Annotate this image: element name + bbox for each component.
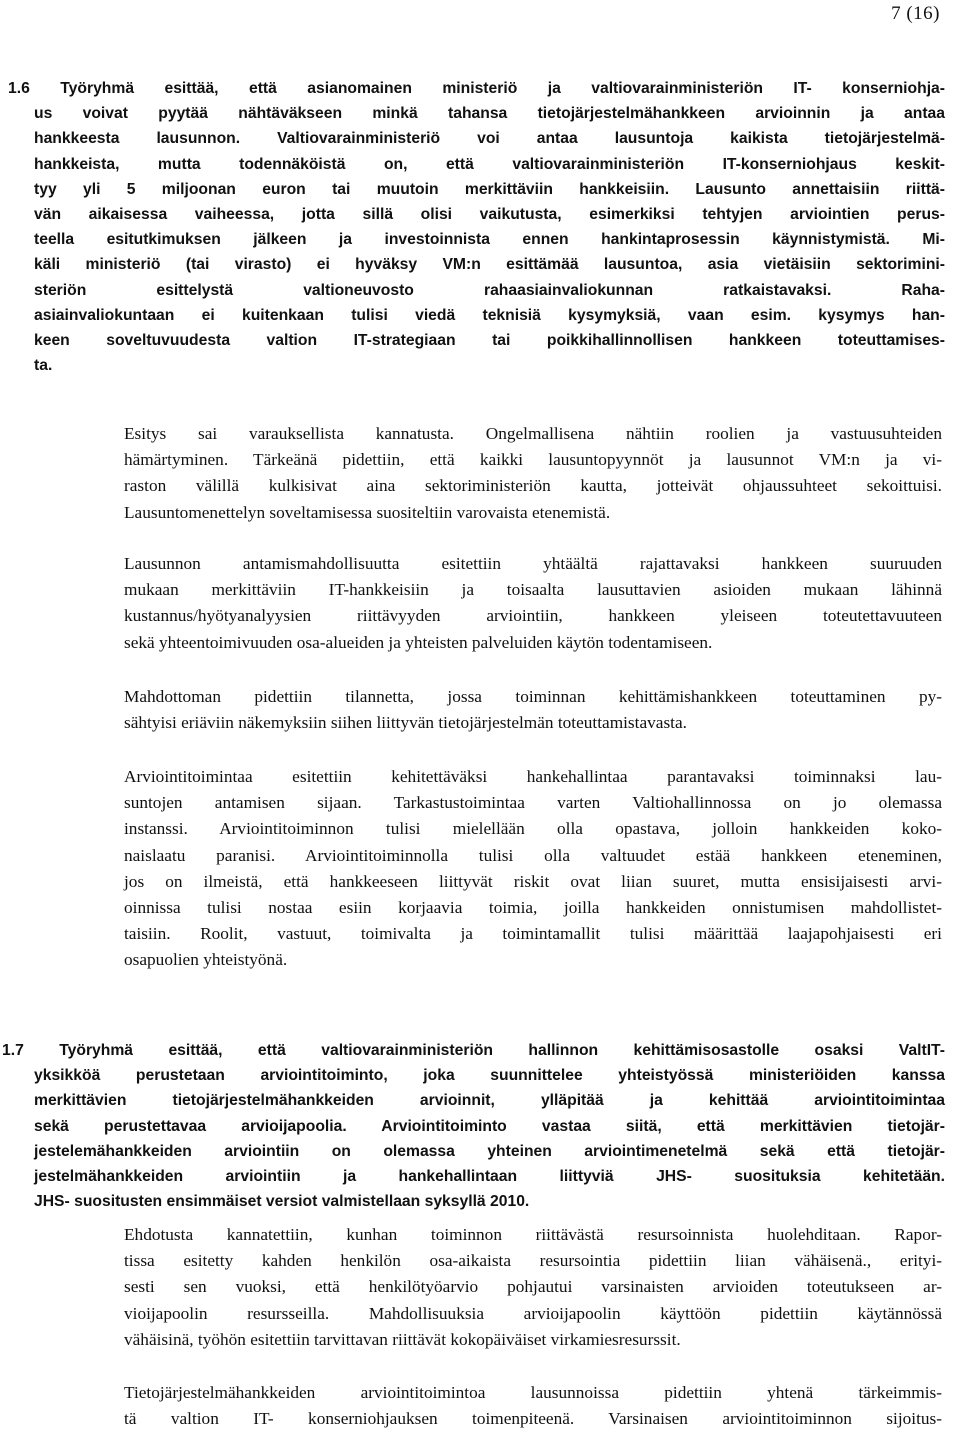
text-line: oinnissa tulisi nostaa esiin korjaavia toimia, joilla hankkeiden onnistumisen mahdollistet-	[124, 898, 942, 918]
text-line: Mahdottoman pidettiin tilannetta, jossa toiminnan kehittämishankkeen toteuttaminen py-	[124, 687, 942, 706]
text-line: keen soveltuvuudesta valtion IT-strategiaan tai poikkihallinnollisen hankkeen toteuttamises-	[34, 332, 945, 350]
comment-paragraph	[124, 421, 942, 526]
recommendation-1-6	[0, 76, 945, 378]
text-line: sähtyisi eriäviin näkemyksiin siihen liittyvän tietojärjestelmän toteuttamistavasta.	[124, 713, 687, 733]
recommendation-1-7	[0, 1038, 945, 1214]
page-number: 7 (16)	[891, 3, 940, 24]
text-line: steriön esittelystä valtioneuvosto rahaasiainvaliokunnan ratkaistavaksi. Raha-	[34, 281, 945, 299]
text-line: kustannus/hyötyanalyysien riittävyyden arviointiin, hankkeen yleiseen toteutettavuuteen	[124, 606, 942, 626]
text-line: Arviointitoimintaa esitettiin kehitettäväksi hankehallintaa parantavaksi toiminnaksi lau-	[124, 767, 942, 786]
text-line: us voivat pyytää nähtäväkseen minkä tahansa tietojärjestelmähankkeen arvioinnin ja antaa	[34, 105, 945, 123]
text-line: käli ministeriö (tai virasto) ei hyväksy VM:n esittämää lausuntoa, asia vietäisiin sektorimini-	[34, 256, 945, 274]
text-line: merkittävien tietojärjestelmähankkeiden arvioinnit, ylläpitää ja kehittää arviointitoimintaa	[34, 1092, 945, 1110]
comment-paragraph	[124, 684, 942, 736]
comment-paragraph	[124, 1222, 942, 1353]
text-line: hankkeesta lausunnon. Valtiovarainministeriö voi antaa lausuntoja kaikista tietojärjestelmä-	[34, 130, 945, 148]
text-line: mukaan merkittäviin IT-hankkeisiin ja toisaalta lausuttavien asioiden mukaan lähinnä	[124, 580, 942, 600]
text-line: Tietojärjestelmähankkeiden arviointitoimintoa lausunnoissa pidettiin yhtenä tärkeimmis-	[124, 1383, 942, 1402]
text-line: yksikköä perustetaan arviointitoiminto, joka suunnittelee yhteistyössä ministeriöiden kanssa	[34, 1067, 945, 1085]
comment-paragraph	[124, 764, 942, 974]
text-line: JHS- suositusten ensimmäiset versiot valmistellaan syksyllä 2010.	[34, 1193, 530, 1211]
text-line: Ehdotusta kannatettiin, kunhan toiminnon riittävästä resursoinnista huolehditaan. Rapor-	[124, 1225, 942, 1244]
text-line: jestelemähankkeiden arviointiin on olemassa yhteinen arviointimenetelmä sekä että tietojär-	[34, 1142, 945, 1160]
text-line: 1.7 Työryhmä esittää, että valtiovarainministeriön hallinnon kehittämisosastolle osaksi ValtIT-	[2, 1042, 945, 1059]
text-line: naislaatu paranisi. Arviointitoiminnolla tulisi olla valtuudet estää hankkeen eteneminen,	[124, 845, 942, 865]
text-line: vioijapoolin resursseilla. Mahdollisuuksia arvioijapoolin käyttöön pidettiin käytännössä	[124, 1303, 942, 1323]
text-line: jestelmähankkeiden arviointiin ja hankehallintaan liittyviä JHS- suosituksia kehitetään.	[34, 1168, 945, 1186]
text-line: instanssi. Arviointitoiminnon tulisi mielellään olla opastava, jolloin hankkeiden koko-	[124, 819, 942, 839]
text-line: ta.	[34, 357, 53, 375]
text-line: taisiin. Roolit, vastuut, toimivalta ja toimintamallit tulisi määrittää laajapohjaisesti eri	[124, 924, 942, 944]
text-line: Esitys sai varauksellista kannatusta. Ongelmallisena nähtiin roolien ja vastuusuhteiden	[124, 424, 942, 443]
text-line: 1.6 Työryhmä esittää, että asianomainen ministeriö ja valtiovarainministeriön IT- konserniohja-	[8, 80, 945, 97]
text-line: tissa esitetty kahden henkilön osa-aikaista resursointia pidettiin liian vähäisenä., erityi-	[124, 1251, 942, 1271]
text-line: vähäisinä, työhön esitettiin tarvittavan riittävät kokopäiväiset virkamiesresurssit.	[124, 1329, 681, 1349]
text-line: osapuolien yhteistyönä.	[124, 950, 288, 970]
text-line: teella esitutkimuksen jälkeen ja investoinnista ennen hankintaprosessin käynnistymistä. Mi-	[34, 231, 945, 249]
text-line: suntojen antamisen sijaan. Tarkastustoimintaa varten Valtiohallinnossa on jo olemassa	[124, 793, 942, 813]
text-line: tyy yli 5 miljoonan euron tai muutoin merkittäviin hankkeisiin. Lausunto annettaisiin riittä-	[34, 180, 945, 198]
text-line: Lausuntomenettelyn soveltamisessa suositeltiin varovaista etenemistä.	[124, 502, 611, 522]
text-line: sekä perustettavaa arvioijapoolia. Arviointitoiminto vastaa siitä, että merkittävien tietojär-	[34, 1117, 945, 1135]
comment-paragraph	[124, 551, 942, 656]
text-line: hankkeista, mutta todennäköistä on, että valtiovarainministeriön IT-konserniohjaus keskit-	[34, 155, 945, 173]
text-line: jos on ilmeistä, että hankkeeseen liittyvät riskit ovat liian suuret, mutta ensisijaisesti arvi-	[124, 871, 942, 891]
text-line: hämärtyminen. Tärkeänä pidettiin, että kaikki lausuntopyynnöt ja lausunnot VM:n ja vi-	[124, 450, 942, 470]
text-line: Lausunnon antamismahdollisuutta esitettiin yhtäältä rajattavaksi hankkeen suuruuden	[124, 554, 942, 573]
text-line: asiainvaliokuntaan ei kuitenkaan tulisi viedä teknisiä kysymyksiä, vaan esim. kysymys han-	[34, 306, 945, 324]
text-line: sesti sen vuoksi, että henkilötyöarvio pohjautui varsinaisten arvioiden toteutukseen ar-	[124, 1277, 942, 1297]
text-line: vän aikaisessa vaiheessa, jotta sillä olisi vaikutusta, esimerkiksi tehtyjen arviointien perus-	[34, 206, 945, 224]
text-line: sekä yhteentoimivuuden osa-alueiden ja yhteisten palveluiden käytön todentamiseen.	[124, 632, 713, 652]
comment-paragraph	[124, 1380, 942, 1432]
text-line: raston välillä kulkisivat aina sektoriministeriön kautta, jotteivät ohjaussuhteet sekoittuisi.	[124, 476, 942, 496]
text-line: tä valtion IT- konserniohjauksen toimenpiteenä. Varsinaisen arviointitoiminnon sijoitus-	[124, 1409, 942, 1429]
